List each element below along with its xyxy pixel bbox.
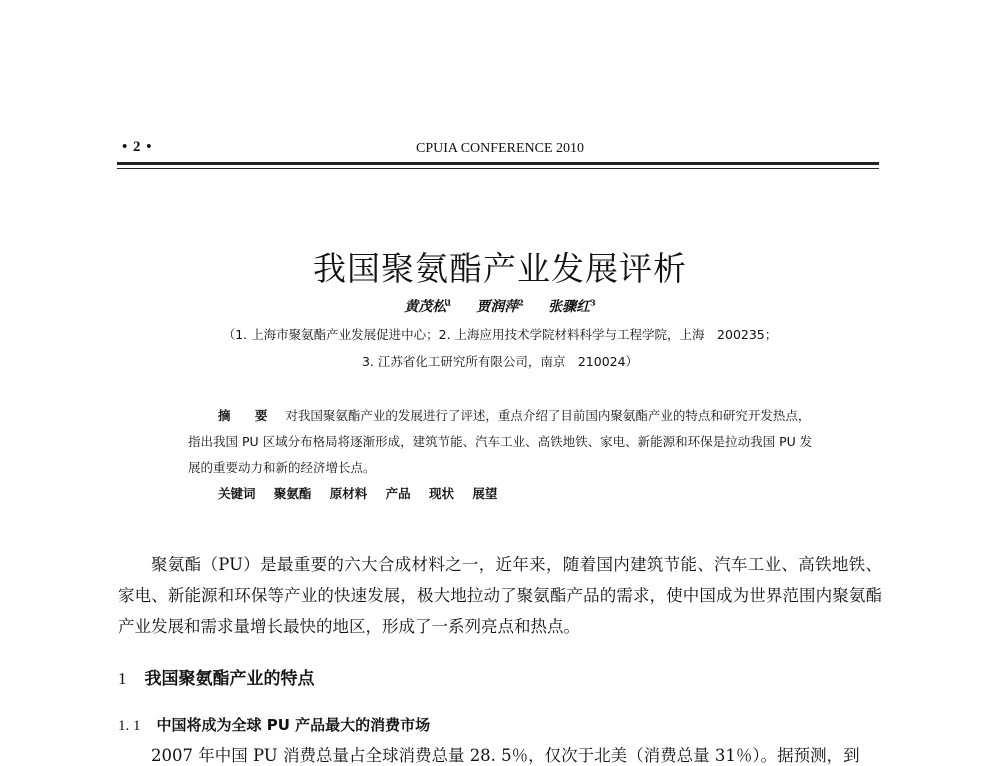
subsection-title: 中国将成为全球 PU 产品最大的消费市场	[156, 716, 431, 734]
paper-title: 我国聚氨酯产业发展评析	[313, 249, 687, 288]
header-rule-thin	[117, 168, 879, 169]
author-name: 贾润萍	[476, 299, 519, 315]
author-name: 黄茂松	[404, 299, 447, 315]
keywords-label: 关键词	[218, 486, 256, 501]
section-number: 1	[118, 669, 127, 688]
author-list	[0, 296, 1000, 316]
author-sup: 2	[518, 297, 524, 308]
keyword: 现状	[429, 486, 455, 501]
subsection-number: 1. 1	[118, 718, 141, 734]
affiliation-line-2: 3. 江苏省化工研究所有限公司，南京 210024）	[361, 354, 639, 369]
keywords-line	[218, 481, 818, 507]
keyword: 展望	[472, 486, 498, 501]
keyword: 原材料	[329, 486, 368, 501]
header-rule-thick	[117, 162, 879, 165]
keyword: 聚氨酯	[273, 486, 312, 501]
subsection-heading-1-1	[118, 714, 430, 735]
author-sup: 3	[590, 297, 596, 308]
abstract-label: 摘 要	[218, 408, 278, 423]
journal-header: CPUIA CONFERENCE 2010	[415, 141, 585, 156]
body-text-line: 2007 年中国 PU 消费总量占全球消费总量 28. 5％，仅次于北美（消费总量 31％）。据预测，到	[151, 746, 860, 765]
section-title: 我国聚氨酯产业的特点	[144, 669, 315, 689]
abstract-block	[188, 403, 818, 507]
author-sup: 1	[446, 297, 452, 308]
abstract-paragraph	[188, 403, 818, 481]
section-heading-1	[118, 664, 315, 689]
keyword: 产品	[385, 486, 411, 501]
intro-paragraph: 聚氨酯（PU）是最重要的六大合成材料之一，近年来，随着国内建筑节能、汽车工业、高铁地铁、家电、新能源和环保等产业的快速发展，极大地拉动了聚氨酯产品的需求，使中国成为世界范围内聚氨酯产业发展和需求量增长最快的地区，形成了一系列亮点和热点。	[118, 555, 882, 636]
affiliation-line-1: （1. 上海市聚氨酯产业发展促进中心；2. 上海应用技术学院材料科学与工程学院，上海 200235；	[222, 327, 778, 342]
page-number: • 2 •	[122, 139, 153, 155]
abstract-text: 对我国聚氨酯产业的发展进行了评述，重点介绍了目前国内聚氨酯产业的特点和研究开发热点，指出我国 PU 区域分布格局将逐渐形成，建筑节能、汽车工业、高铁地铁、家电、新能源和环保是拉动我国 PU 发展的重要动力和新的经济增长点。	[188, 408, 813, 475]
author-name: 张骤红	[548, 299, 591, 315]
